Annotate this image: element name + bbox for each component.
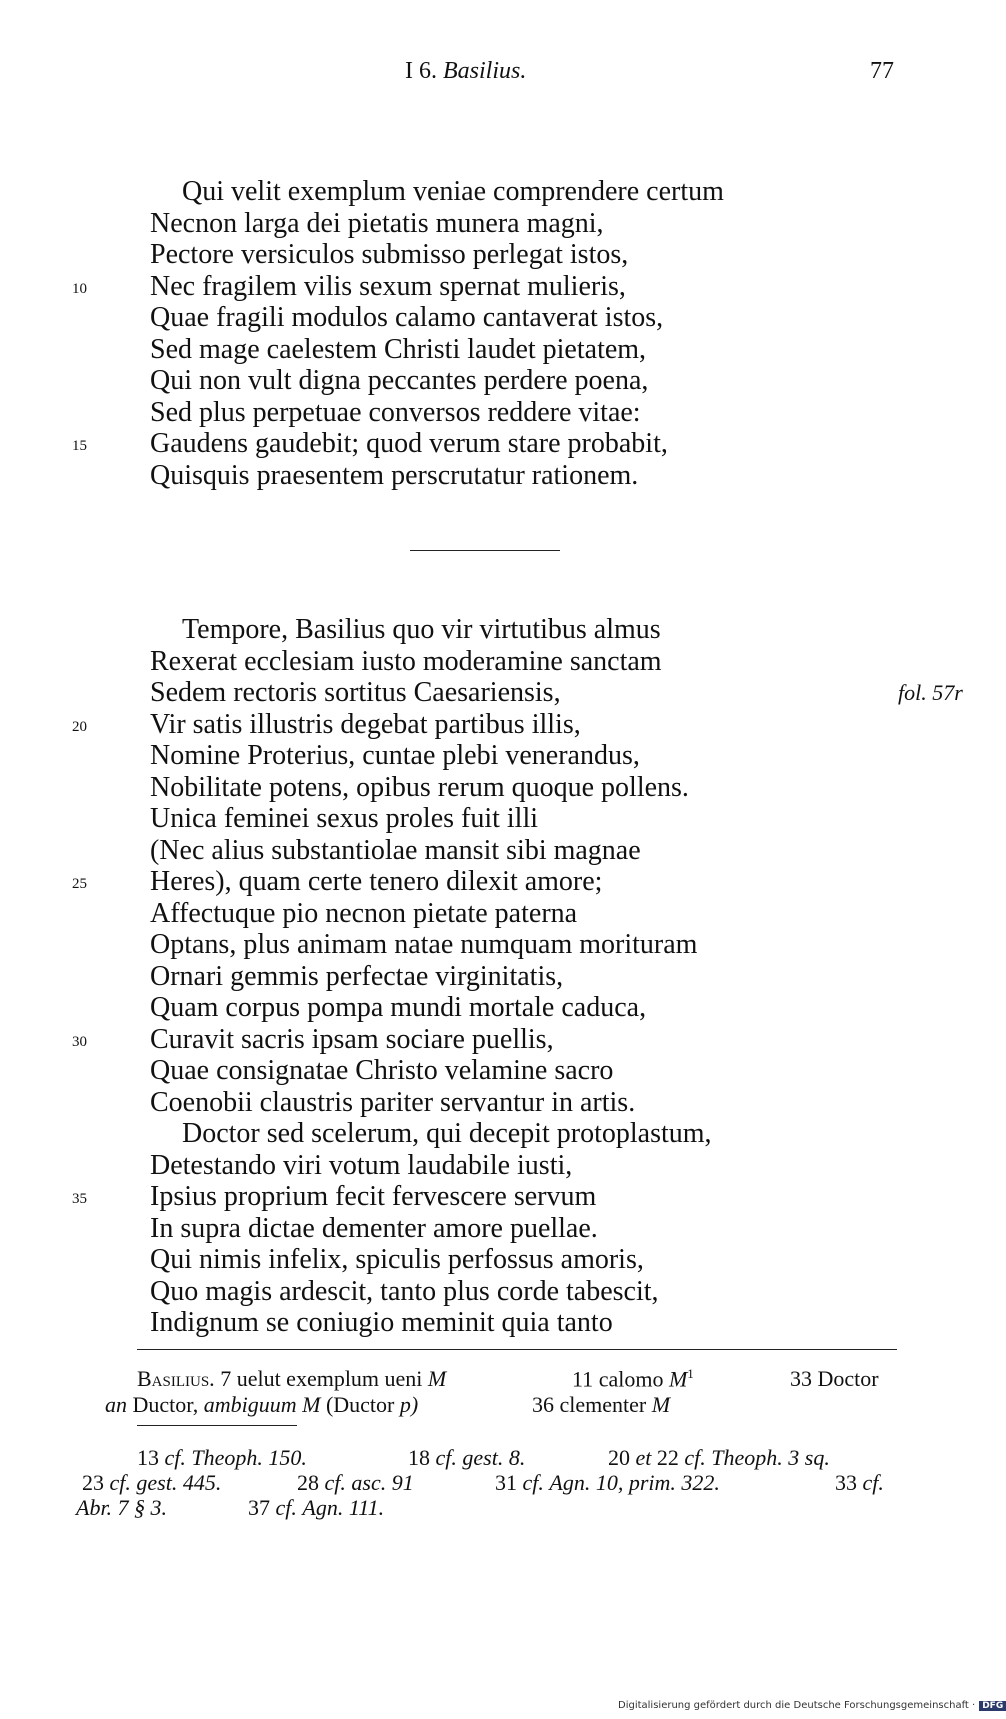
verse-text: Nomine Proterius, cuntae plebi venerandus, (150, 740, 640, 771)
line-number: 35 (72, 1191, 87, 1207)
folio-marginal-note: fol. 57r (898, 680, 963, 705)
verse-line (0, 271, 1000, 303)
source-entry-20-22: 20 et 22 cf. Theoph. 3 sq. (608, 1445, 830, 1470)
verse-line (0, 1213, 1000, 1245)
verse-line (0, 397, 1000, 429)
verse-line (0, 1276, 1000, 1308)
verse-text: Sedem rectoris sortitus Caesariensis, (150, 677, 561, 708)
digitization-credit: Digitalisierung gefördert durch die Deutsche Forschungsgemeinschaft · DFG (618, 1700, 1006, 1711)
verse-text: Quo magis ardescit, tanto plus corde tabescit, (150, 1275, 659, 1307)
verse-text: Gaudens gaudebit; quod verum stare probabit, (150, 428, 668, 459)
verse-line (0, 992, 1000, 1024)
verse-line (0, 835, 1000, 867)
verse-line (0, 740, 1000, 772)
verse-text: Curavit sacris ipsam sociare puellis, (150, 1023, 554, 1055)
sources-rule (137, 1425, 297, 1426)
verse-line (0, 866, 1000, 898)
line-number: 25 (72, 876, 87, 892)
verse-line (0, 1087, 1000, 1119)
verse-text: Unica feminei sexus proles fuit illi (150, 803, 539, 834)
section-separator (410, 550, 560, 551)
verse-text: Sed mage caelestem Christi laudet pietatem, (150, 333, 647, 365)
page-number: 77 (870, 58, 894, 84)
verse-text: Ipsius proprium fecit fervescere servum (150, 1181, 597, 1212)
verse-text: Qui nimis infelix, spiculis perfossus amoris, (150, 1244, 644, 1275)
verse-line (0, 1150, 1000, 1182)
apparatus-line-2: an Ductor, ambiguum M (Ductor p) (105, 1392, 419, 1417)
verse-line (0, 365, 1000, 397)
source-line-3: Abr. 7 § 3. (76, 1495, 168, 1520)
verse-line (0, 803, 1000, 835)
verse-line (0, 709, 1000, 741)
verse-text: Doctor sed scelerum, qui decepit protoplastum, (182, 1118, 712, 1149)
verse-text: Tempore, Basilius quo vir virtutibus almus (182, 614, 661, 645)
verse-text: Indignum se coniugio meminit quia tanto (150, 1307, 613, 1338)
verse-text: Vir satis illustris degebat partibus illis, (150, 708, 581, 740)
line-number: 20 (72, 718, 87, 735)
verse-line (0, 772, 1000, 804)
verse-line (0, 460, 1000, 492)
verse-line (0, 428, 1000, 460)
verse-text: Detestando viri votum laudabile iusti, (150, 1149, 573, 1181)
verse-text: Affectuque pio necnon pietate paterna (150, 897, 578, 929)
verse-line (0, 1024, 1000, 1056)
verse-line (0, 208, 1000, 240)
verse-line (0, 1118, 1000, 1150)
verse-text: Quae fragili modulos calamo cantaverat istos, (150, 302, 664, 333)
verse-text: (Nec alius substantiolae mansit sibi magnae (150, 834, 641, 866)
verse-line (0, 898, 1000, 930)
source-entry-28: 28 cf. asc. 91 (297, 1470, 414, 1495)
verse-line (0, 646, 1000, 678)
verse-line (0, 677, 1000, 709)
verse-text: Coenobii claustris pariter servantur in artis. (150, 1086, 636, 1118)
apparatus-entry-11: 11 calomo $M^1$ (572, 1366, 694, 1392)
verse-text: Nec fragilem vilis sexum spernat mulieris, (150, 270, 626, 302)
verse-line (0, 961, 1000, 993)
verse-text: Heres), quam certe tenero dilexit amore; (150, 866, 603, 897)
verse-line (0, 334, 1000, 366)
verse-line (0, 1181, 1000, 1213)
verse-text: Pectore versiculos submisso perlegat istos, (150, 239, 629, 270)
verse-text: Quisquis praesentem perscrutatur rationem. (150, 459, 639, 491)
verse-text: Sed plus perpetuae conversos reddere vitae: (150, 396, 641, 428)
poem-main-text (0, 614, 1000, 1339)
verse-line (0, 929, 1000, 961)
line-number: 10 (72, 280, 87, 297)
source-entry-18: 18 cf. gest. 8. (408, 1445, 526, 1470)
footnote-rule (137, 1349, 897, 1350)
source-entry-31: 31 cf. Agn. 10, prim. 322. (495, 1470, 720, 1495)
apparatus-line-1: Basilius. 7 uelut exemplum ueni M (137, 1366, 447, 1391)
verse-text: Qui non vult digna peccantes perdere poena, (150, 365, 649, 396)
poem-prologue-ending (0, 176, 1000, 491)
verse-line (0, 1244, 1000, 1276)
verse-text: Rexerat ecclesiam iusto moderamine sanctam (150, 645, 662, 677)
source-line-2: 23 cf. gest. 445. (82, 1470, 222, 1495)
verse-line (0, 614, 1000, 646)
verse-text: Qui velit exemplum veniae comprendere certum (182, 176, 724, 207)
verse-line (0, 1055, 1000, 1087)
running-header (0, 58, 1000, 88)
verse-line (0, 1307, 1000, 1339)
verse-text: Quam corpus pompa mundi mortale caduca, (150, 992, 647, 1023)
verse-text: Optans, plus animam natae numquam morituram (150, 929, 698, 960)
running-title: I 6. Basilius. (405, 58, 527, 84)
line-number: 30 (72, 1033, 87, 1050)
verse-text: Necnon larga dei pietatis munera magni, (150, 207, 604, 239)
source-line-1: 13 cf. Theoph. 150. (137, 1445, 307, 1470)
apparatus-entry-36: 36 clementer M (532, 1392, 671, 1417)
verse-text: Nobilitate potens, opibus rerum quoque pollens. (150, 771, 689, 803)
verse-text: Quae consignatae Christo velamine sacro (150, 1055, 614, 1086)
apparatus-entry-33: 33 Doctor (790, 1366, 879, 1391)
line-number: 15 (72, 438, 87, 454)
verse-text: Ornari gemmis perfectae virginitatis, (150, 960, 564, 992)
verse-line (0, 302, 1000, 334)
verse-text: In supra dictae dementer amore puellae. (150, 1212, 598, 1244)
dfg-logo: DFG (979, 1701, 1006, 1711)
source-entry-37: 37 cf. Agn. 111. (248, 1495, 385, 1520)
verse-line (0, 239, 1000, 271)
source-entry-33: 33 cf. (835, 1470, 884, 1495)
verse-line (0, 176, 1000, 208)
